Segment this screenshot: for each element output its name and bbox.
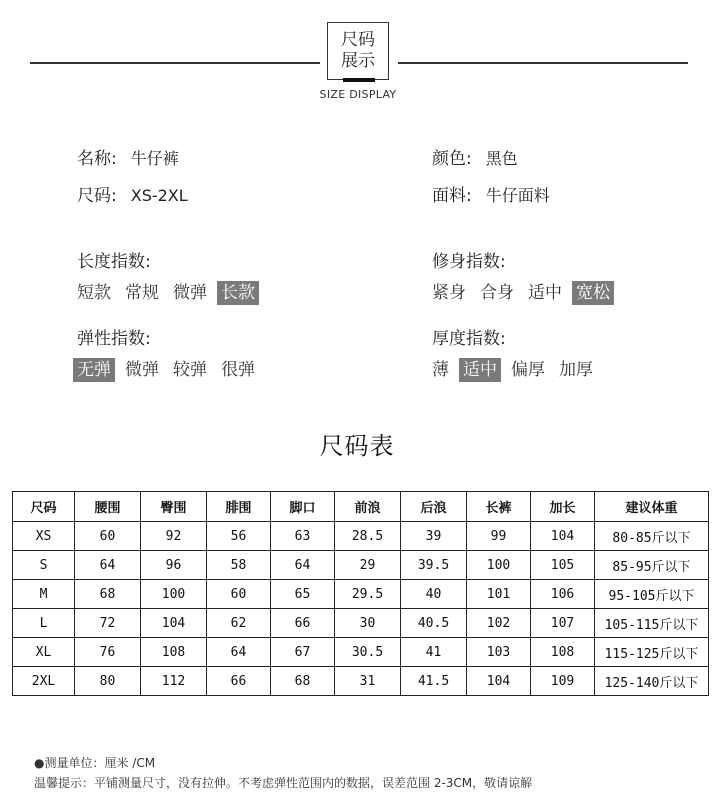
size-table-header-cell: 前浪 bbox=[335, 492, 401, 522]
table-cell: 68 bbox=[75, 580, 141, 609]
fit-option-selected: 宽松 bbox=[572, 281, 614, 305]
table-cell: 103 bbox=[467, 638, 531, 667]
tip-note: 温馨提示：平铺测量尺寸，没有拉伸。不考虑弹性范围内的数据，误差范围 2-3CM，敬请谅解 bbox=[34, 776, 533, 790]
table-cell: 76 bbox=[75, 638, 141, 667]
header-line-right bbox=[398, 62, 688, 64]
table-cell: 29 bbox=[335, 551, 401, 580]
fit-index-options bbox=[428, 281, 620, 305]
table-cell: 58 bbox=[207, 551, 271, 580]
size-cell: 2XL bbox=[13, 667, 75, 696]
length-option: 微弹 bbox=[173, 283, 207, 303]
table-cell: 80-85斤以下 bbox=[595, 522, 709, 551]
table-row bbox=[13, 638, 709, 667]
table-cell: 109 bbox=[531, 667, 595, 696]
table-cell: 105-115斤以下 bbox=[595, 609, 709, 638]
badge-underline bbox=[343, 78, 375, 82]
size-table-header-cell: 加长 bbox=[531, 492, 595, 522]
table-cell: 64 bbox=[207, 638, 271, 667]
length-option-selected: 长款 bbox=[217, 281, 259, 305]
product-color bbox=[432, 144, 518, 169]
table-cell: 102 bbox=[467, 609, 531, 638]
size-value: XS-2XL bbox=[130, 186, 188, 205]
size-table-header-cell: 脚口 bbox=[271, 492, 335, 522]
table-cell: 64 bbox=[75, 551, 141, 580]
elastic-option-selected: 无弹 bbox=[73, 358, 115, 382]
size-table-header-cell: 臀围 bbox=[141, 492, 207, 522]
header-line-left bbox=[30, 62, 320, 64]
thickness-index-title: 厚度指数: bbox=[432, 329, 506, 349]
product-name bbox=[77, 144, 179, 169]
table-cell: 64 bbox=[271, 551, 335, 580]
fit-index-title: 修身指数: bbox=[432, 252, 506, 272]
size-table-header-cell: 建议体重 bbox=[595, 492, 709, 522]
length-index-title: 长度指数: bbox=[77, 252, 151, 272]
color-label: 颜色: bbox=[432, 149, 472, 169]
table-row bbox=[13, 551, 709, 580]
elastic-option: 较弹 bbox=[173, 360, 207, 380]
size-table-header-cell: 腓围 bbox=[207, 492, 271, 522]
table-cell: 104 bbox=[531, 522, 595, 551]
table-cell: 66 bbox=[207, 667, 271, 696]
table-cell: 100 bbox=[141, 580, 207, 609]
table-cell: 108 bbox=[531, 638, 595, 667]
thickness-option: 薄 bbox=[432, 360, 449, 380]
table-cell: 105 bbox=[531, 551, 595, 580]
table-cell: 68 bbox=[271, 667, 335, 696]
color-value: 黑色 bbox=[485, 149, 518, 168]
size-cell: S bbox=[13, 551, 75, 580]
fabric-value: 牛仔面料 bbox=[485, 186, 550, 205]
table-cell: 29.5 bbox=[335, 580, 401, 609]
table-cell: 92 bbox=[141, 522, 207, 551]
size-cell: XL bbox=[13, 638, 75, 667]
table-cell: 108 bbox=[141, 638, 207, 667]
table-cell: 104 bbox=[141, 609, 207, 638]
name-value: 牛仔裤 bbox=[130, 149, 179, 168]
elastic-option: 微弹 bbox=[125, 360, 159, 380]
table-cell: 99 bbox=[467, 522, 531, 551]
table-cell: 101 bbox=[467, 580, 531, 609]
table-cell: 72 bbox=[75, 609, 141, 638]
badge-line-1: 尺码 bbox=[341, 30, 375, 50]
size-cell: M bbox=[13, 580, 75, 609]
size-table-header-cell: 后浪 bbox=[401, 492, 467, 522]
size-cell: L bbox=[13, 609, 75, 638]
fit-option: 合身 bbox=[480, 283, 514, 303]
table-cell: 40.5 bbox=[401, 609, 467, 638]
fabric-label: 面料: bbox=[432, 186, 472, 206]
table-cell: 62 bbox=[207, 609, 271, 638]
elastic-index-options bbox=[73, 358, 265, 382]
table-cell: 56 bbox=[207, 522, 271, 551]
size-table-header-cell: 尺码 bbox=[13, 492, 75, 522]
table-cell: 30 bbox=[335, 609, 401, 638]
table-cell: 104 bbox=[467, 667, 531, 696]
table-cell: 112 bbox=[141, 667, 207, 696]
table-cell: 106 bbox=[531, 580, 595, 609]
table-cell: 80 bbox=[75, 667, 141, 696]
table-cell: 60 bbox=[75, 522, 141, 551]
product-fabric bbox=[432, 181, 550, 206]
table-row bbox=[13, 522, 709, 551]
fit-option: 紧身 bbox=[432, 283, 466, 303]
table-row bbox=[13, 667, 709, 696]
unit-note: ●测量单位：厘米 /CM bbox=[34, 756, 156, 770]
thickness-index-options bbox=[428, 358, 603, 382]
table-cell: 115-125斤以下 bbox=[595, 638, 709, 667]
name-label: 名称: bbox=[77, 149, 117, 169]
thickness-option-selected: 适中 bbox=[459, 358, 501, 382]
table-cell: 67 bbox=[271, 638, 335, 667]
table-cell: 95-105斤以下 bbox=[595, 580, 709, 609]
table-cell: 40 bbox=[401, 580, 467, 609]
size-cell: XS bbox=[13, 522, 75, 551]
fit-option: 适中 bbox=[528, 283, 562, 303]
table-cell: 60 bbox=[207, 580, 271, 609]
table-cell: 41 bbox=[401, 638, 467, 667]
table-cell: 96 bbox=[141, 551, 207, 580]
table-cell: 107 bbox=[531, 609, 595, 638]
table-cell: 65 bbox=[271, 580, 335, 609]
table-cell: 39 bbox=[401, 522, 467, 551]
table-cell: 30.5 bbox=[335, 638, 401, 667]
table-cell: 39.5 bbox=[401, 551, 467, 580]
length-option: 短款 bbox=[77, 283, 111, 303]
table-cell: 125-140斤以下 bbox=[595, 667, 709, 696]
size-table-header-cell: 腰围 bbox=[75, 492, 141, 522]
size-table-title: 尺码表 bbox=[319, 432, 395, 460]
size-table bbox=[12, 491, 709, 696]
table-cell: 66 bbox=[271, 609, 335, 638]
thickness-option: 加厚 bbox=[559, 360, 593, 380]
badge-line-2: 展示 bbox=[341, 51, 375, 71]
table-cell: 85-95斤以下 bbox=[595, 551, 709, 580]
thickness-option: 偏厚 bbox=[511, 360, 545, 380]
length-option: 常规 bbox=[125, 283, 159, 303]
elastic-option: 很弹 bbox=[221, 360, 255, 380]
size-display-badge bbox=[327, 22, 389, 80]
table-cell: 41.5 bbox=[401, 667, 467, 696]
size-label: 尺码: bbox=[77, 186, 117, 206]
elastic-index-title: 弹性指数: bbox=[77, 329, 151, 349]
size-table-header-cell: 长裤 bbox=[467, 492, 531, 522]
table-row bbox=[13, 609, 709, 638]
table-row bbox=[13, 580, 709, 609]
product-size bbox=[77, 181, 188, 206]
badge-subtitle: SIZE DISPLAY bbox=[319, 88, 397, 101]
table-cell: 28.5 bbox=[335, 522, 401, 551]
table-cell: 100 bbox=[467, 551, 531, 580]
table-cell: 31 bbox=[335, 667, 401, 696]
length-index-options bbox=[73, 281, 265, 305]
size-table-header-row bbox=[13, 492, 709, 522]
table-cell: 63 bbox=[271, 522, 335, 551]
